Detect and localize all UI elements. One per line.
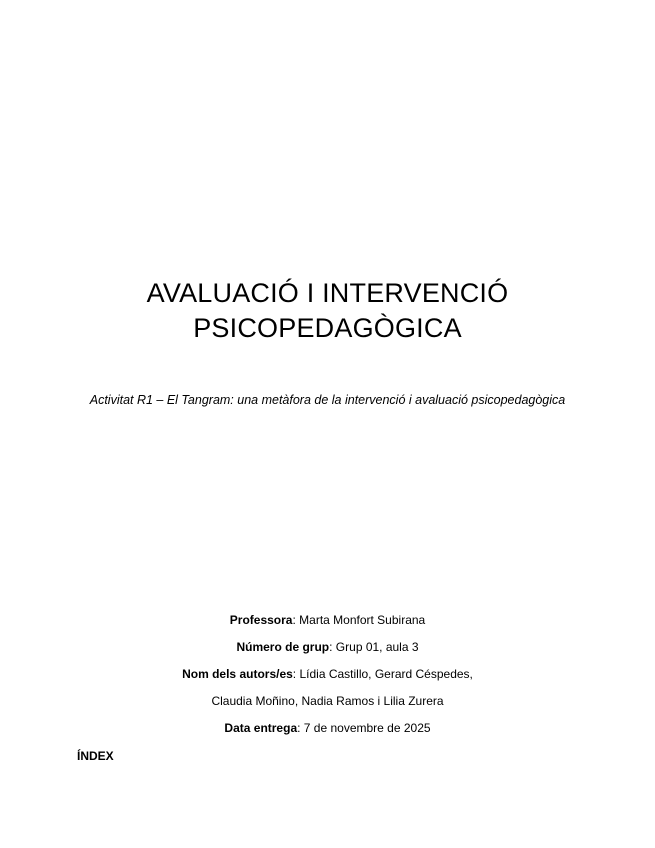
authors-line [0,666,655,682]
group-line [0,639,655,655]
document-subtitle: Activitat R1 – El Tangram: una metàfora de la intervenció i avaluació psicopedagògica [89,393,566,407]
authors-value: : Lídia Castillo, Gerard Céspedes, [292,667,473,681]
document-title-line-1: AVALUACIÓ I INTERVENCIÓ [146,278,509,308]
professor-value: : Marta Monfort Subirana [292,613,426,627]
group-label: Número de grup [236,640,330,654]
group-value: : Grup 01, aula 3 [329,640,419,654]
index-heading: ÍNDEX [77,749,114,763]
authors-line-continued: Claudia Moñino, Nadia Ramos i Lilia Zurera [211,694,444,708]
professor-line [0,612,655,628]
document-title-line-2: PSICOPEDAGÒGICA [193,313,462,343]
authors-label: Nom dels autors/es [182,667,293,681]
delivery-date-line [0,720,655,736]
delivery-date-value: : 7 de novembre de 2025 [297,721,431,735]
delivery-date-label: Data entrega [224,721,298,735]
professor-label: Professora [229,613,293,627]
